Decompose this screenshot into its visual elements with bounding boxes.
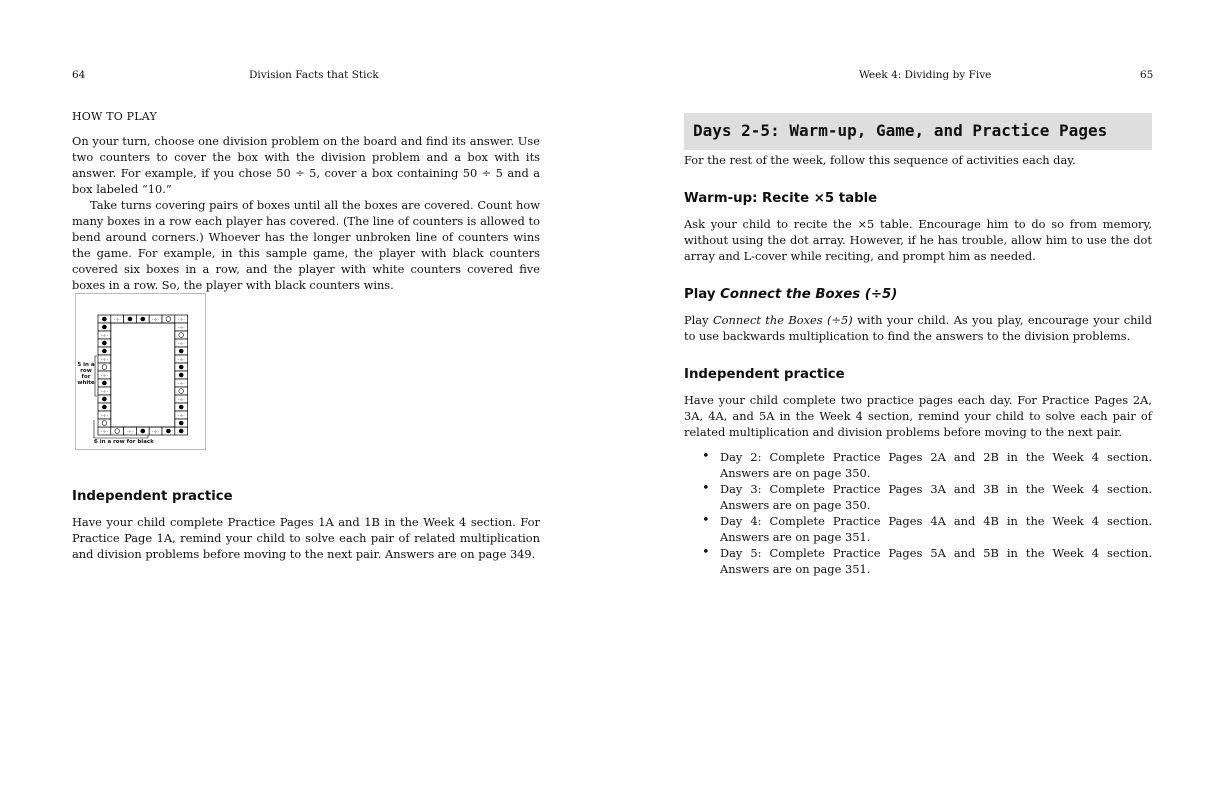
right-page [612, 0, 1224, 792]
counter-mark [179, 373, 184, 378]
cell-glyph: ·÷· [151, 317, 160, 323]
warmup-text: Ask your child to recite the ×5 table. Encourage him to do so from memory, without using the dot array. However, if he has trouble, allow him to use the dot array and L-cover while reciting, and prompt him as needed. [684, 217, 1152, 263]
running-head: Week 4: Dividing by Five [859, 69, 992, 81]
counter-mark [128, 317, 133, 322]
black-row-label: 6 in a row for black [94, 439, 154, 445]
page-number: 65 [1140, 69, 1154, 81]
cell-glyph: ·÷· [100, 389, 109, 395]
how-to-play-text [72, 133, 540, 293]
counter-mark [102, 365, 107, 370]
paragraph-2: Take turns covering pairs of boxes until all the boxes are covered. Count how many boxes in a row each player has covered. (The line of counters is allowed to bend around corners.) Whoever has the longer unbroken line of counters wins the game. For example, in this sample game, the player with black counters covered six boxes in a row, and the player with white counters covered five boxes in a row. So, the player with black counters wins. [72, 198, 540, 292]
counter-mark [115, 429, 120, 434]
independent-practice-text: Have your child complete Practice Pages 1A and 1B in the Week 4 section. For Practice Page 1A, remind your child to solve each pair of related multiplication and division problems before moving to the next pair. Answers are on page 349. [72, 515, 540, 561]
independent-practice-heading: Independent practice [72, 489, 233, 504]
counter-mark [141, 429, 146, 434]
running-head: Division Facts that Stick [249, 69, 379, 81]
cell-glyph: ·÷· [177, 357, 185, 363]
cell-glyph: ·÷· [177, 381, 185, 387]
counter-mark [179, 365, 184, 370]
cell-glyph: ·÷· [126, 429, 134, 435]
section-title: Days 2-5: Warm-up, Game, and Practice Pages [684, 113, 1152, 150]
paragraph-1: On your turn, choose one division problem on the board and find its answer. Use two counters to cover the box with the division problem and a box with its answer. For example, if you chose 50 ÷ 5, cover a box containing 50 ÷ 5 and a box labeled “10.” [72, 134, 540, 196]
cell-glyph: ·÷· [177, 341, 185, 347]
how-to-play-heading: HOW TO PLAY [72, 110, 157, 123]
list-item: • Day 4: Complete Practice Pages 4A and 4B in the Week 4 section. Answers are on page 351. [684, 513, 1152, 545]
warmup-heading: Warm-up: Recite ×5 table [684, 191, 878, 206]
counter-mark [179, 429, 184, 434]
counter-mark [102, 397, 107, 402]
list-item: • Day 2: Complete Practice Pages 2A and 2B in the Week 4 section. Answers are on page 350. [684, 449, 1152, 481]
counter-mark [179, 389, 184, 394]
cell-glyph: ·÷· [113, 317, 121, 323]
counter-mark [102, 349, 107, 354]
page-number: 64 [72, 69, 86, 81]
practice-day-list [684, 449, 1152, 577]
play-heading-game: Connect the Boxes (÷5) [720, 287, 898, 302]
cell-glyph: ·÷· [177, 325, 185, 331]
independent-practice-heading: Independent practice [684, 367, 845, 382]
cell-glyph: ·÷· [100, 429, 109, 435]
counter-mark [166, 429, 171, 434]
cell-glyph: ·÷· [177, 317, 185, 323]
list-item: • Day 3: Complete Practice Pages 3A and 3B in the Week 4 section. Answers are on page 350. [684, 481, 1152, 513]
play-text [684, 312, 1152, 344]
counter-mark [179, 405, 184, 410]
counter-mark [102, 405, 107, 410]
play-heading [684, 287, 897, 302]
counter-mark [179, 349, 184, 354]
sample-game-figure [75, 293, 206, 450]
cell-glyph: ·÷· [177, 397, 185, 403]
play-text-suffix: with your child. As you play, encourage your child to use backwards multiplication to find the answers to the division problems. [684, 313, 1152, 343]
counter-mark [102, 317, 107, 322]
board-center [111, 323, 175, 427]
counter-mark [102, 421, 107, 426]
cell-glyph: ·÷· [177, 413, 185, 419]
list-item: • Day 5: Complete Practice Pages 5A and 5B in the Week 4 section. Answers are on page 351. [684, 545, 1152, 577]
cell-glyph: ·÷· [100, 333, 109, 339]
play-text-game: Connect the Boxes (÷5) [712, 313, 853, 327]
counter-mark [102, 381, 107, 386]
counter-mark [179, 333, 184, 338]
counter-mark [102, 341, 107, 346]
play-heading-prefix: Play [684, 287, 721, 302]
counter-mark [141, 317, 146, 322]
play-text-prefix: Play [684, 313, 713, 327]
white-row-label: 5 in a row for white [77, 362, 95, 386]
counter-mark [179, 421, 184, 426]
cell-glyph: ·÷· [151, 429, 160, 435]
intro-text: For the rest of the week, follow this sequence of activities each day. [684, 153, 1076, 167]
independent-practice-text: Have your child complete two practice pages each day. For Practice Pages 2A, 3A, 4A, and 5A in the Week 4 section, remind your child to solve each pair of related multiplication and division problems before moving to the next pair. [684, 393, 1152, 439]
cell-glyph: ·÷· [100, 413, 109, 419]
counter-mark [166, 317, 171, 322]
counter-mark [102, 325, 107, 330]
cell-glyph: ·÷· [100, 357, 109, 363]
cell-glyph: ·÷· [100, 373, 109, 379]
